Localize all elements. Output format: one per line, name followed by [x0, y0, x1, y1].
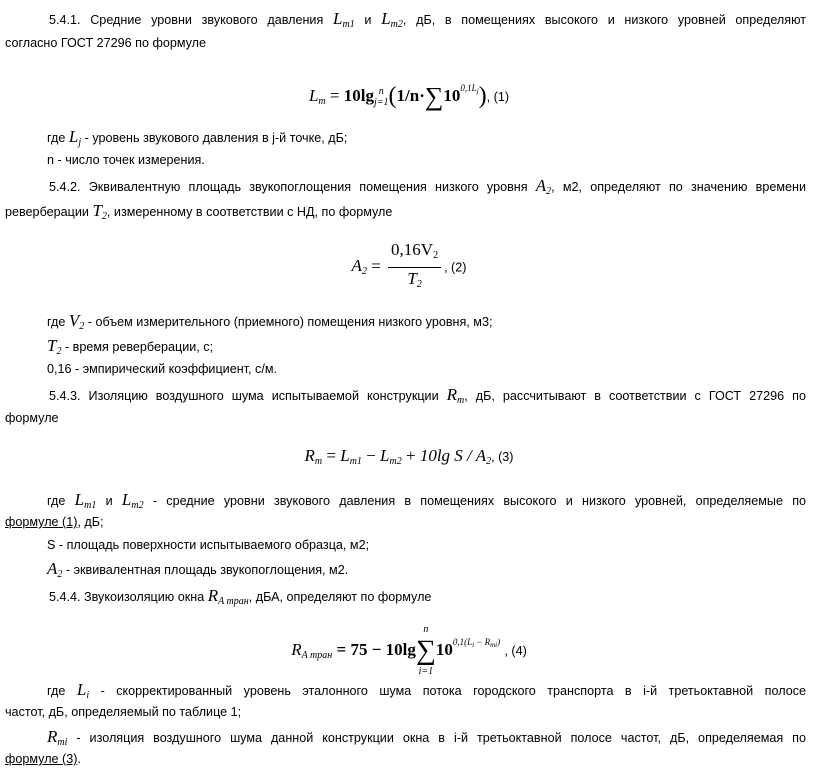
- definition-text: - время реверберации, с;: [64, 340, 214, 354]
- where-word: где: [47, 131, 66, 145]
- exponent: 0,1Lj: [460, 83, 479, 95]
- right-paren: ): [478, 83, 487, 109]
- formula-number: , (3): [491, 450, 514, 464]
- fraction-numerator: 0,16V2: [388, 240, 441, 268]
- paragraph-5-4-2-line2: [5, 198, 806, 229]
- definition-text: n - число точек измерения.: [47, 153, 205, 167]
- plus-sign: +: [405, 446, 416, 465]
- formula-4: [0, 616, 818, 678]
- formula-coef: 10lg: [343, 86, 374, 105]
- definition-text: .: [77, 752, 81, 766]
- formula-number: , (1): [486, 90, 510, 104]
- symbol-A2: A2: [535, 176, 552, 197]
- lg-limits: n j=1: [373, 86, 389, 109]
- symbol-Lm1: $L_{m1}$: [74, 490, 97, 511]
- para-text: 5.4.2. Эквивалентную площадь звукопоглощения помещения низкого уровня: [49, 180, 528, 194]
- para-text: 5.4.4. Звукоизоляцию окна: [49, 590, 205, 604]
- paragraph-5-4-3-line2: [5, 406, 806, 431]
- definition-text: - уровень звукового давления в j-й точке, дБ;: [84, 131, 348, 145]
- definition-text: - изоляция воздушного шума данной конструкции окна в i-й третьоктавной полосе частот, дБ, определяемая по: [76, 731, 807, 745]
- definition-text: - средние уровни звукового давления в помещениях высокого и низкого уровней, определяемые по: [152, 494, 807, 508]
- formula-3: [0, 440, 818, 472]
- definition-text: частот, дБ, определяемый по таблице 1;: [5, 705, 242, 719]
- formula-1-link[interactable]: формуле (1): [5, 515, 78, 529]
- formula-lhs: $R_m$: [304, 446, 323, 467]
- definition-n: [5, 148, 806, 173]
- symbol-T2: T2: [92, 201, 107, 222]
- symbol-A2: A2: [47, 559, 63, 580]
- symbol-Lm2: $L_{m2}$: [121, 490, 144, 511]
- left-paren: (: [388, 83, 397, 109]
- para-text: , дБ, в помещениях высокого и низкого уровней определяют: [402, 13, 807, 27]
- where-word: где: [47, 494, 66, 508]
- definition-Rmi-line2: [5, 747, 806, 772]
- equals-sign: =: [329, 86, 340, 105]
- symbol-T2: T2: [47, 336, 62, 357]
- paragraph-5-4-1-line2: [5, 31, 806, 56]
- base-ten: 10: [435, 640, 453, 659]
- term-Lm1: $L_{m1}$: [340, 446, 362, 467]
- definition-text: - эквивалентная площадь звукопоглощения, м2.: [65, 563, 349, 577]
- para-text: , м2, определяют по значению времени: [551, 180, 806, 194]
- para-text: , дБ, рассчитывают в соответствии с ГОСТ 27296 по: [464, 389, 806, 403]
- equals-sign: =: [336, 640, 347, 659]
- definition-text: 0,16 - эмпирический коэффициент, с/м.: [47, 362, 277, 376]
- para-text: реверберации: [5, 205, 89, 219]
- formula-number: , (4): [504, 644, 527, 658]
- definition-Lm-line2: [5, 510, 806, 535]
- minus-sign: −: [366, 446, 376, 465]
- formula-number: , (2): [444, 260, 467, 275]
- definition-Li-line2: [5, 700, 806, 725]
- exponent: 0,1(Li − Rmi): [452, 637, 501, 649]
- symbol-RA-tran: $R_{A тран}$: [207, 586, 249, 607]
- para-text: формуле: [5, 411, 59, 425]
- definition-text: - объем измерительного (приемного) помещения низкого уровня, м3;: [87, 315, 493, 329]
- symbol-Li: $L_i$: [76, 680, 90, 701]
- formula-lhs: $R_{A тран}$: [291, 640, 333, 661]
- where-word: где: [47, 315, 66, 329]
- formula-1: [0, 66, 818, 110]
- sum-sign: ∑: [424, 82, 444, 111]
- para-text: 5.4.1. Средние уровни звукового давления: [49, 13, 324, 27]
- para-text: 5.4.3. Изоляцию воздушного шума испытываемой конструкции: [49, 389, 439, 403]
- term-log: 10lg S / A2: [419, 446, 492, 467]
- base-ten: 10: [443, 86, 461, 105]
- where-word: где: [47, 684, 66, 698]
- formula-2: [0, 240, 818, 290]
- symbol-Rmi: $R_{mi}$: [47, 727, 68, 748]
- formula-const: 75 − 10lg: [350, 640, 416, 659]
- term-Lm2: $L_{m2}$: [380, 446, 402, 467]
- para-text: , измеренному в соответствии с НД, по формуле: [106, 205, 393, 219]
- definition-text: , дБ;: [77, 515, 104, 529]
- definition-coefficient: [5, 357, 806, 382]
- definition-S: [5, 533, 806, 558]
- formula-inner: 1/n·: [396, 86, 425, 105]
- conjunction: и: [364, 13, 372, 27]
- definition-text: - скорректированный уровень эталонного шума потока городского транспорта в i-й третьоктавной полосе: [100, 684, 807, 698]
- formula-lhs: $L_m$: [308, 86, 326, 107]
- formula-lhs: A2: [351, 256, 367, 278]
- symbol-Rm: $R_m$: [446, 385, 465, 406]
- conjunction: и: [105, 494, 113, 508]
- symbol-V2: V2: [68, 311, 85, 332]
- formula-3-link[interactable]: формуле (3): [5, 752, 78, 766]
- fraction: [388, 240, 441, 295]
- equals-sign: =: [371, 256, 381, 276]
- paragraph-5-4-4: [5, 583, 806, 614]
- symbol-Lj: $L_j$: [68, 127, 82, 148]
- definition-text: S - площадь поверхности испытываемого образца, м2;: [47, 538, 370, 552]
- symbol-Lm2: $L_{m2}$: [381, 9, 403, 30]
- sum-operator: n ∑ i=1: [415, 624, 436, 678]
- symbol-Lm1: $L_{m1}$: [333, 9, 355, 30]
- equals-sign: =: [326, 446, 336, 465]
- para-text: , дБА, определяют по формуле: [248, 590, 432, 604]
- fraction-denominator: T2: [407, 269, 422, 290]
- para-text: согласно ГОСТ 27296 по формуле: [5, 36, 207, 50]
